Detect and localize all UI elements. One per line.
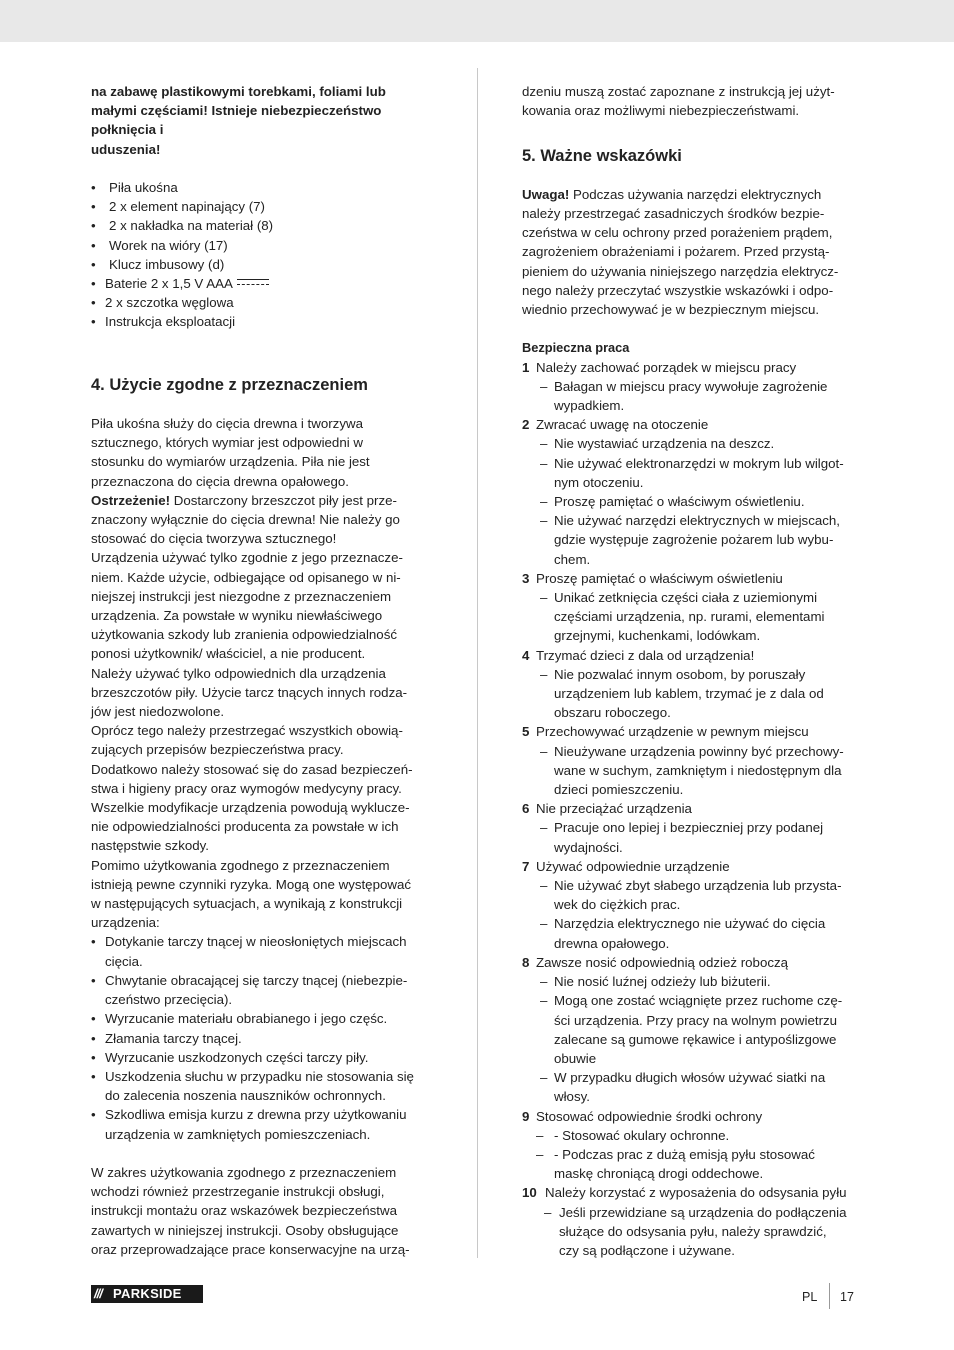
rule-sub-line: - Podczas prac z dużą emisją pyłu stosować bbox=[554, 1146, 815, 1162]
list-item-text: Klucz imbusowy (d) bbox=[109, 256, 225, 272]
rule-number: 3 bbox=[522, 570, 530, 586]
text-line: należy przestrzegać zasadniczych środków bezpie- bbox=[522, 205, 825, 221]
rule-title: Zwracać uwagę na otoczenie bbox=[536, 417, 709, 433]
rule-title: Należy zachować porządek w miejscu pracy bbox=[536, 359, 797, 375]
rule-sub-line: ści urządzenia. Przy pracy na wolnym powietrzu bbox=[554, 1012, 838, 1028]
rule-title: Nie przeciążać urządzenia bbox=[536, 801, 692, 817]
section-4-title: 4. Użycie zgodne z przeznaczeniem bbox=[91, 375, 368, 394]
dash-marker: – bbox=[540, 378, 548, 394]
rule-sub-line: dzieci pomieszczeniu. bbox=[554, 782, 684, 798]
text-line: pieniem do używania niniejszego narzędzia elektrycz- bbox=[522, 263, 839, 279]
rule-sub-item bbox=[522, 972, 867, 991]
risk-item bbox=[91, 1067, 436, 1105]
risk-item-line: • Chwytanie obracającej się tarczy tnącej (niebezpie- bbox=[105, 972, 408, 988]
risk-item bbox=[91, 1029, 436, 1048]
rule-sub-line: Bałagan w miejscu pracy wywołuje zagrożenie bbox=[554, 378, 828, 394]
risk-item-line: urządzenia w zamkniętych pomieszczeniach. bbox=[105, 1126, 371, 1142]
risk-item bbox=[91, 1048, 436, 1067]
rule-sub-item bbox=[522, 377, 867, 415]
rule-sub-item bbox=[522, 818, 867, 856]
text-line: zawartych w niniejszej instrukcji. Osoby obsługujące bbox=[91, 1222, 399, 1238]
rule-heading bbox=[522, 953, 867, 972]
warning-text: Dostarczony brzeszczot piły jest prze- bbox=[170, 492, 397, 508]
rule-heading bbox=[522, 415, 867, 434]
dash-marker: – bbox=[540, 666, 548, 682]
text-line: ponosi użytkownik/ właściciel, a nie producent. bbox=[91, 646, 366, 662]
text-line: wiednio przechowywać je w bezpiecznym miejscu. bbox=[522, 302, 820, 317]
uwaga-line bbox=[522, 185, 867, 204]
text-line: w następujących sytuacjach, a wynikają z konstrukcji bbox=[91, 896, 403, 912]
list-item bbox=[91, 216, 436, 235]
warning-line: uduszenia! bbox=[91, 141, 161, 157]
rule-sub-line: Nie używać zbyt słabego urządzenia lub przysta- bbox=[554, 878, 842, 894]
text-line: dzeniu muszą zostać zapoznane z instrukcją jej użyt- bbox=[522, 84, 835, 99]
text-line: stwa i higieny pracy oraz wymogów medycyny pracy. bbox=[91, 780, 402, 796]
rule-title: Przechowywać urządzenie w pewnym miejscu bbox=[536, 724, 809, 740]
text-line: Urządzenia używać tylko zgodnie z jego przeznacze- bbox=[91, 550, 403, 566]
text-line: kowania oraz możliwymi niebezpieczeństwami. bbox=[522, 103, 800, 119]
risk-item-line: do zalecenia noszenia nauszników ochronnych. bbox=[105, 1088, 386, 1104]
rule-heading bbox=[522, 1183, 867, 1202]
dash-marker: – bbox=[540, 494, 548, 510]
rule-sub-line: Nie pozwalać innym osobom, by poruszały bbox=[554, 666, 806, 682]
uwaga-label: Uwaga! bbox=[522, 186, 570, 202]
rule-title: Proszę pamiętać o właściwym oświetleniu bbox=[536, 570, 783, 586]
text-line: brzeszczotów piły. Użycie tarcz tnących innych rodza- bbox=[91, 684, 408, 700]
rule-heading bbox=[522, 1107, 867, 1126]
text-line: Pomimo użytkowania zgodnego z przeznaczeniem bbox=[91, 857, 390, 873]
rule-sub-item bbox=[522, 1145, 867, 1183]
risk-item bbox=[91, 971, 436, 1009]
warning-line: małymi częściami! Istnieje niebezpieczeństwo bbox=[91, 103, 382, 119]
rule-sub-line: Nie używać elektronarzędzi w mokrym lub wilgot- bbox=[554, 455, 844, 471]
text-line: Oprócz tego należy przestrzegać wszystkich obowią- bbox=[91, 723, 403, 739]
dash-marker: – bbox=[540, 820, 548, 836]
risk-list bbox=[91, 932, 436, 1143]
text-line: Dodatkowo należy stosować się do zasad bezpieczeń- bbox=[91, 761, 413, 777]
dash-marker: – bbox=[540, 974, 548, 990]
rule-heading bbox=[522, 857, 867, 876]
rule-sub-line: Nie nosić luźnej odzieży lub biżuterii. bbox=[554, 974, 771, 990]
rule-number: 10 bbox=[522, 1185, 537, 1201]
rule-sub-item bbox=[522, 492, 867, 511]
rule-sub-item bbox=[522, 1126, 867, 1145]
rule-sub-line: Mogą one zostać wciągnięte przez ruchome czę- bbox=[554, 993, 843, 1009]
rule-sub-line: czy są podłączone i używane. bbox=[559, 1242, 735, 1258]
dash-marker: – bbox=[540, 513, 548, 529]
intro-continuation bbox=[522, 82, 867, 120]
list-item bbox=[91, 274, 436, 293]
rule-heading bbox=[522, 358, 867, 377]
text-line: Piła ukośna służy do cięcia drewna i tworzywa bbox=[91, 416, 363, 431]
text-line: urządzenia: bbox=[91, 915, 160, 931]
dash-marker: – bbox=[540, 878, 548, 894]
text-line: stosunku do wymiarów urządzenia. Piła nie jest bbox=[91, 454, 370, 470]
text-line: znaczony wyłącznie do cięcia drewna! Nie należy go bbox=[91, 512, 400, 528]
dash-marker: – bbox=[540, 455, 548, 471]
left-column bbox=[91, 82, 436, 1259]
text-line: nie odpowiedzialności producenta za powstałe w ich bbox=[91, 819, 399, 835]
rule-sub-line: - Stosować okulary ochronne. bbox=[554, 1127, 730, 1143]
rule-heading bbox=[522, 722, 867, 741]
rule-number: 6 bbox=[522, 801, 530, 817]
risk-item bbox=[91, 1105, 436, 1143]
rule-sub-line: urządzeniem lub kablem, trzymać je z dala od bbox=[554, 686, 824, 702]
warning-line: połknięcia i bbox=[91, 122, 164, 138]
list-item bbox=[91, 293, 436, 312]
text-line: czeństwa w celu ochrony przed porażeniem prądem, bbox=[522, 225, 833, 241]
text-line: przeznaczona do cięcia drewna opałowego. bbox=[91, 473, 349, 489]
choking-warning bbox=[91, 82, 436, 159]
language-code: PL bbox=[802, 1290, 818, 1304]
rule-sub-line: włosy. bbox=[554, 1089, 590, 1105]
rule-sub-line: W przypadku długich włosów używać siatki na bbox=[554, 1070, 826, 1086]
parkside-logo bbox=[91, 1285, 203, 1303]
rule-heading bbox=[522, 569, 867, 588]
page-number: 17 bbox=[840, 1290, 854, 1304]
dc-current-icon bbox=[237, 279, 269, 287]
section-4-paragraph bbox=[91, 414, 436, 491]
safe-work-title: Bezpieczna praca bbox=[522, 340, 630, 356]
section-5-title: 5. Ważne wskazówki bbox=[522, 146, 682, 165]
rule-sub-line: Narzędzia elektrycznego nie używać do cięcia bbox=[554, 916, 826, 932]
text-line: stosować do cięcia tworzywa sztucznego! bbox=[91, 531, 337, 547]
rule-sub-line: Nieużywane urządzenia powinny być przechowy- bbox=[554, 743, 844, 759]
risk-item-line: • Wyrzucanie uszkodzonych części tarczy piły. bbox=[105, 1049, 369, 1065]
rule-sub-line: Unikać zetknięcia części ciała z uziemionymi bbox=[554, 590, 818, 606]
rule-title: Należy korzystać z wyposażenia do odsysania pyłu bbox=[545, 1185, 847, 1201]
risk-item-line: • Wyrzucanie materiału obrabianego i jego częśc. bbox=[105, 1011, 388, 1027]
rule-sub-item bbox=[522, 991, 867, 1068]
rule-title: Używać odpowiednie urządzenie bbox=[536, 858, 730, 874]
text-line: następstwie szkody. bbox=[91, 838, 210, 854]
text-line: zujących przepisów bezpieczeństwa pracy. bbox=[91, 742, 344, 758]
package-contents-list bbox=[91, 178, 436, 332]
rule-sub-line: maskę chroniącą drogi oddechowe. bbox=[554, 1166, 764, 1182]
dash-marker: – bbox=[540, 590, 548, 606]
text-line: zagrożeniem obrażeniami i pożarem. Przed przystą- bbox=[522, 244, 830, 260]
rule-number: 1 bbox=[522, 359, 530, 375]
risk-item-line: • Szkodliwa emisja kurzu z drewna przy użytkowaniu bbox=[105, 1107, 407, 1123]
top-bar bbox=[0, 0, 954, 42]
rule-sub-line: obuwie bbox=[554, 1050, 597, 1066]
rule-sub-line: zalecane są gumowe rękawice i antypoślizgowe bbox=[554, 1031, 837, 1047]
rule-number: 2 bbox=[522, 417, 530, 433]
rule-number: 7 bbox=[522, 858, 530, 874]
text-line: nego należy przeczytać wszystkie wskazówki i odpo- bbox=[522, 282, 834, 298]
rule-sub-line: Nie wystawiać urządzenia na deszcz. bbox=[554, 436, 775, 452]
text-line: użytkowania szkody lub zranienia odpowiedzialność bbox=[91, 627, 398, 643]
risk-item-line: • Złamania tarczy tnącej. bbox=[105, 1030, 242, 1046]
risk-item-line: cięcia. bbox=[105, 953, 143, 969]
list-item bbox=[91, 197, 436, 216]
rule-sub-item bbox=[522, 434, 867, 453]
dash-marker: – bbox=[536, 1146, 544, 1162]
rule-heading bbox=[522, 799, 867, 818]
rule-title: Trzymać dzieci z dala od urządzenia! bbox=[536, 647, 755, 663]
warning-label: Ostrzeżenie! bbox=[91, 492, 171, 508]
list-item-text: 2 x nakładka na materiał (8) bbox=[109, 218, 274, 234]
rule-sub-line: drewna opałowego. bbox=[554, 935, 670, 951]
rule-sub-item bbox=[522, 742, 867, 800]
right-column bbox=[522, 82, 867, 1260]
rule-number: 9 bbox=[522, 1108, 530, 1124]
rule-sub-line: Pracuje ono lepiej i bezpieczniej przy podanej bbox=[554, 820, 824, 836]
rule-sub-item bbox=[522, 1068, 867, 1106]
rule-sub-line: wypadkiem. bbox=[554, 398, 625, 413]
text-line: jów jest niedozwolone. bbox=[91, 704, 225, 720]
footer-separator bbox=[829, 1283, 830, 1309]
list-item-text: Piła ukośna bbox=[109, 180, 178, 195]
rule-title: Zawsze nosić odpowiednią odzież roboczą bbox=[536, 954, 789, 970]
rule-sub-line: wane w suchym, zamkniętym i niedostępnym dla bbox=[554, 762, 842, 778]
text-line: Należy używać tylko odpowiednich dla urządzenia bbox=[91, 665, 386, 681]
dash-marker: – bbox=[536, 1127, 544, 1143]
list-item bbox=[91, 236, 436, 255]
safety-rules-list bbox=[522, 358, 867, 1261]
list-item-text: Worek na wióry (17) bbox=[109, 237, 228, 253]
rule-sub-item bbox=[522, 914, 867, 952]
rule-sub-line: nym otoczeniu. bbox=[554, 474, 644, 490]
rule-sub-line: obszaru roboczego. bbox=[554, 705, 671, 721]
list-item bbox=[91, 312, 436, 331]
list-item-text: Baterie 2 x 1,5 V AAA bbox=[105, 276, 233, 292]
risk-item-line: • Uszkodzenia słuchu w przypadku nie stosowania się bbox=[105, 1068, 414, 1084]
rule-sub-line: Nie używać narzędzi elektrycznych w miejscach, bbox=[554, 513, 840, 529]
risk-item-line: czeństwo przecięcia). bbox=[105, 992, 233, 1008]
text-line: instrukcji montażu oraz wskazówek bezpieczeństwa bbox=[91, 1203, 397, 1219]
risk-item-line: • Dotykanie tarczy tnącej w nieosłoniętych miejscach bbox=[105, 934, 407, 950]
rule-sub-line: wydajności. bbox=[554, 839, 623, 855]
dash-marker: – bbox=[540, 993, 548, 1009]
dash-marker: – bbox=[540, 743, 548, 759]
text-line: Wszelkie modyfikacje urządzenia powodują wyklucze- bbox=[91, 800, 410, 816]
uwaga-text: Podczas używania narzędzi elektrycznych bbox=[569, 186, 822, 202]
text-line: W zakres użytkowania zgodnego z przeznaczeniem bbox=[91, 1164, 397, 1180]
dash-marker: – bbox=[540, 1070, 548, 1086]
rule-sub-item bbox=[522, 1203, 867, 1261]
dash-marker: – bbox=[544, 1204, 552, 1220]
rule-heading bbox=[522, 646, 867, 665]
text-line: niem. Każde użycie, odbiegające od opisanego w ni- bbox=[91, 569, 401, 585]
list-item bbox=[91, 178, 436, 197]
dash-marker: – bbox=[540, 436, 548, 452]
rule-sub-line: grzejnymi, kuchenkami, lodówkam. bbox=[554, 628, 761, 644]
logo-text: PARKSIDE bbox=[113, 1286, 182, 1301]
list-item-text: Instrukcja eksploatacji bbox=[105, 314, 236, 330]
rule-sub-item bbox=[522, 454, 867, 492]
section-4-paragraph bbox=[91, 510, 436, 932]
rule-number: 4 bbox=[522, 647, 530, 663]
rule-sub-item bbox=[522, 511, 867, 569]
section-4-warning-line bbox=[91, 491, 436, 510]
text-line: urządzenia. Za powstałe w wyniku niewłaściwego bbox=[91, 608, 383, 624]
list-item bbox=[91, 255, 436, 274]
rule-number: 5 bbox=[522, 724, 530, 740]
list-item-text: 2 x szczotka węglowa bbox=[105, 295, 234, 311]
rule-sub-line: Jeśli przewidziane są urządzenia do podłączenia bbox=[559, 1204, 847, 1220]
risk-item bbox=[91, 1009, 436, 1028]
section-4-closing-paragraph bbox=[91, 1163, 436, 1259]
rule-sub-line: częściami urządzenia, np. rurami, elementami bbox=[554, 609, 825, 625]
column-divider bbox=[477, 68, 478, 1258]
text-line: niejszej instrukcji jest niezgodne z przeznaczeniem bbox=[91, 588, 392, 604]
rule-sub-line: wek do ciężkich prac. bbox=[554, 897, 681, 913]
rule-sub-line: gdzie występuje zagrożenie pożarem lub wybu- bbox=[554, 532, 834, 548]
rule-sub-line: chem. bbox=[554, 551, 591, 567]
text-line: istnieją pewne czynniki ryzyka. Mogą one występować bbox=[91, 876, 412, 892]
rule-sub-line: Proszę pamiętać o właściwym oświetleniu. bbox=[554, 494, 805, 510]
rule-number: 8 bbox=[522, 954, 530, 970]
logo-stripes: /// bbox=[94, 1286, 102, 1301]
rule-sub-item bbox=[522, 665, 867, 723]
section-5-paragraph bbox=[522, 204, 867, 319]
text-line: wchodzi również przestrzeganie instrukcji obsługi, bbox=[91, 1184, 385, 1200]
dash-marker: – bbox=[540, 916, 548, 932]
warning-line: na zabawę plastikowymi torebkami, foliami lub bbox=[91, 84, 386, 99]
rule-title: Stosować odpowiednie środki ochrony bbox=[536, 1108, 763, 1124]
rule-sub-line: służące do odsysania pyłu, należy sprawdzić, bbox=[559, 1223, 827, 1239]
rule-sub-item bbox=[522, 588, 867, 646]
list-item-text: 2 x element napinający (7) bbox=[109, 199, 265, 215]
risk-item bbox=[91, 932, 436, 970]
text-line: sztucznego, których wymiar jest odpowiedni w bbox=[91, 435, 363, 451]
text-line: oraz przeprowadzające prace konserwacyjne na urzą- bbox=[91, 1241, 410, 1257]
rule-sub-item bbox=[522, 876, 867, 914]
